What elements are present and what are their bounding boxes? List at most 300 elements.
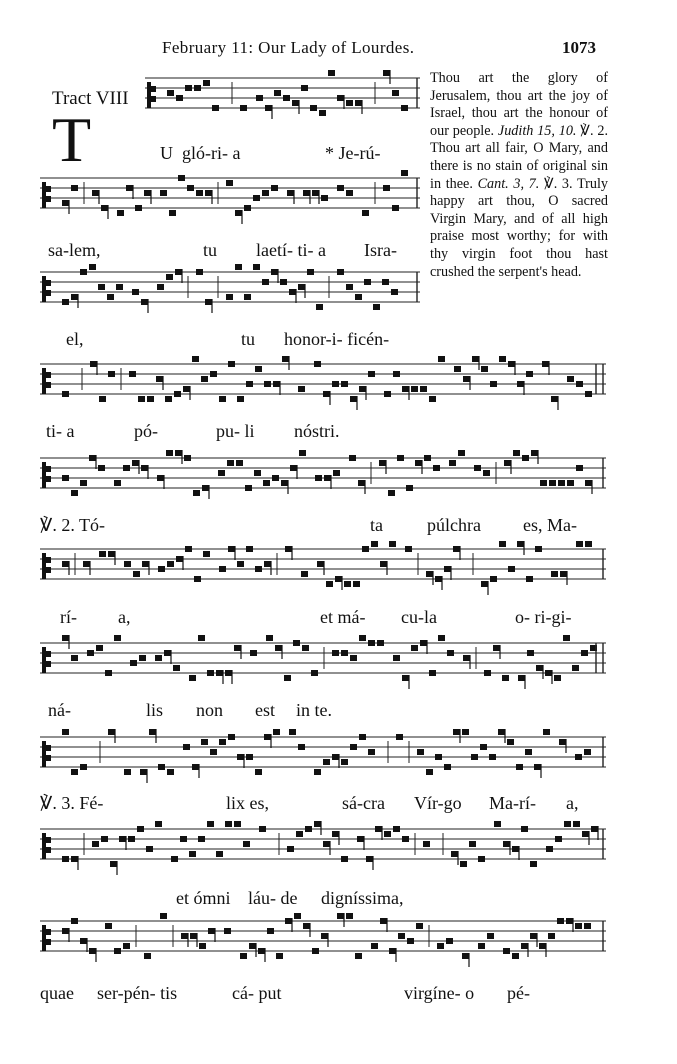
neume — [534, 764, 541, 770]
neume — [346, 284, 353, 290]
neume — [584, 923, 591, 929]
neume — [337, 269, 344, 275]
neume — [426, 769, 433, 775]
neume — [71, 856, 78, 862]
neume — [110, 861, 117, 867]
neume — [80, 938, 87, 944]
neume — [344, 581, 351, 587]
neume — [289, 289, 296, 295]
neume — [224, 928, 231, 934]
neume — [383, 185, 390, 191]
neume — [424, 455, 431, 461]
neume — [258, 948, 265, 954]
neume — [314, 361, 321, 367]
neume — [458, 450, 465, 456]
neume — [138, 396, 145, 402]
neume — [423, 841, 430, 847]
neume — [160, 913, 167, 919]
neume — [319, 110, 326, 116]
neume — [216, 670, 223, 676]
neume — [98, 465, 105, 471]
neume — [282, 356, 289, 362]
lyric-syllable: rí- — [60, 607, 77, 627]
clef-mark — [46, 196, 51, 202]
neume — [207, 670, 214, 676]
neume — [167, 769, 174, 775]
neume — [208, 928, 215, 934]
neume — [581, 650, 588, 656]
neume — [219, 566, 226, 572]
neume — [298, 386, 305, 392]
neume — [240, 105, 247, 111]
neume — [402, 386, 409, 392]
clef-mark — [46, 745, 51, 751]
neume — [181, 933, 188, 939]
clef-mark — [46, 372, 51, 378]
lyric-syllable: pu- li — [216, 421, 255, 441]
neume — [310, 105, 317, 111]
neume — [494, 821, 501, 827]
translation-verse-3: ℣. 3. Truly happy art thou, O sacred Virgin Mary, and of all high praise most worthy; for with thy virgin foot thou hast crushed the serpent's head. — [430, 175, 608, 280]
neume — [526, 576, 533, 582]
neume — [165, 396, 172, 402]
neume — [572, 665, 579, 671]
neume — [96, 645, 103, 651]
lyric-syllable: sa-lem, — [48, 240, 101, 260]
neume — [512, 846, 519, 852]
neume — [62, 391, 69, 397]
neume — [396, 734, 403, 740]
neume — [503, 841, 510, 847]
neume — [124, 769, 131, 775]
lyric-syllable: lis — [146, 700, 164, 720]
neume — [255, 566, 262, 572]
neume — [298, 284, 305, 290]
neume — [210, 749, 217, 755]
lyric-syllable: in te. — [296, 700, 332, 720]
neume — [323, 391, 330, 397]
neume — [451, 851, 458, 857]
neume — [358, 480, 365, 486]
neume — [335, 576, 342, 582]
neume — [435, 754, 442, 760]
neume — [384, 391, 391, 397]
lyric-syllable: et ómni — [176, 888, 231, 908]
neume — [429, 396, 436, 402]
neume — [142, 561, 149, 567]
neume — [219, 739, 226, 745]
neume — [326, 581, 333, 587]
neume — [108, 551, 115, 557]
neume — [380, 561, 387, 567]
neume — [333, 470, 340, 476]
neume — [183, 744, 190, 750]
neume — [228, 361, 235, 367]
neume — [296, 831, 303, 837]
neume — [259, 826, 266, 832]
neume — [266, 635, 273, 641]
clef-mark — [46, 939, 51, 945]
lyric-syllable: laetí- ti- a — [256, 240, 326, 260]
neume — [584, 749, 591, 755]
neume — [517, 541, 524, 547]
neume — [545, 670, 552, 676]
neume — [196, 190, 203, 196]
neume — [62, 635, 69, 641]
neume — [228, 546, 235, 552]
neume — [426, 571, 433, 577]
neume — [576, 381, 583, 387]
neume — [105, 670, 112, 676]
neume — [123, 943, 130, 949]
neume — [481, 366, 488, 372]
clef-mark — [46, 661, 51, 667]
neume — [346, 190, 353, 196]
neume — [401, 170, 408, 176]
neume — [285, 918, 292, 924]
neume — [341, 759, 348, 765]
neume — [346, 913, 353, 919]
lyric-syllable: púlchra — [427, 515, 481, 535]
neume — [155, 821, 162, 827]
clef-mark — [46, 847, 51, 853]
neume — [406, 485, 413, 491]
neume — [272, 475, 279, 481]
neume — [236, 460, 243, 466]
clef-mark — [151, 96, 156, 102]
neume — [264, 381, 271, 387]
lyric-syllable: digníssima, — [321, 888, 404, 908]
lyric-syllable: pé- — [507, 983, 530, 1003]
clef-mark — [151, 86, 156, 92]
page-number: 1073 — [562, 38, 596, 57]
neume — [312, 948, 319, 954]
neume — [235, 210, 242, 216]
neume — [293, 640, 300, 646]
clef-mark — [42, 276, 46, 302]
clef-mark — [46, 929, 51, 935]
neume — [478, 943, 485, 949]
neume — [240, 953, 247, 959]
neume — [219, 396, 226, 402]
neume — [105, 923, 112, 929]
neume — [429, 670, 436, 676]
neume — [157, 475, 164, 481]
neume — [243, 841, 250, 847]
neume — [140, 769, 147, 775]
lyric-syllable: lix es, — [226, 793, 269, 813]
neume — [585, 480, 592, 486]
neume — [114, 635, 121, 641]
neume — [289, 729, 296, 735]
lyric-syllable: Isra- — [364, 240, 397, 260]
lyric-syllable: es, Ma- — [523, 515, 577, 535]
clef-mark — [46, 382, 51, 388]
lyric-syllable: Ma-rí- — [489, 793, 536, 813]
neume — [226, 294, 233, 300]
neume — [108, 729, 115, 735]
neume — [226, 180, 233, 186]
clef-mark — [46, 290, 51, 296]
neume — [227, 460, 234, 466]
clef-mark — [46, 567, 51, 573]
neume — [357, 836, 364, 842]
neume — [405, 546, 412, 552]
neume — [180, 836, 187, 842]
neume — [379, 460, 386, 466]
neume — [87, 650, 94, 656]
neume — [546, 846, 553, 852]
neume — [435, 576, 442, 582]
neume — [512, 953, 519, 959]
lyric-syllable: sá-cra — [342, 793, 385, 813]
neume — [175, 269, 182, 275]
neume — [253, 195, 260, 201]
neume — [567, 376, 574, 382]
neume — [389, 541, 396, 547]
lyric-syllable: láu- de — [248, 888, 298, 908]
neume — [225, 670, 232, 676]
neume — [454, 366, 461, 372]
clef-mark — [42, 925, 46, 951]
neume — [377, 640, 384, 646]
neume — [341, 650, 348, 656]
neume — [117, 210, 124, 216]
neume — [323, 841, 330, 847]
neume — [173, 665, 180, 671]
neume — [254, 470, 261, 476]
lyric-syllable: gló-ri- a — [182, 143, 241, 163]
neume — [147, 396, 154, 402]
neume — [392, 90, 399, 96]
neume — [332, 381, 339, 387]
neume — [551, 396, 558, 402]
initial-letter: T — [52, 104, 92, 175]
lyric-syllable: cá- put — [232, 983, 282, 1003]
neume — [83, 561, 90, 567]
neume — [548, 933, 555, 939]
neume — [446, 938, 453, 944]
neume — [284, 675, 291, 681]
lyric-syllable: est — [255, 700, 275, 720]
neume — [123, 465, 130, 471]
neume — [493, 645, 500, 651]
lyric-syllable: o- ri-gi- — [515, 607, 572, 627]
clef-mark — [46, 651, 51, 657]
lyric-syllable: tu — [203, 240, 218, 260]
neume — [463, 376, 470, 382]
neume — [362, 546, 369, 552]
neume — [411, 645, 418, 651]
neume — [169, 210, 176, 216]
page-title: February 11: Our Lady of Lourdes. — [162, 38, 415, 57]
neume — [392, 205, 399, 211]
neume — [218, 470, 225, 476]
neume — [355, 294, 362, 300]
neume — [99, 551, 106, 557]
neume — [471, 754, 478, 760]
neume — [576, 465, 583, 471]
neume — [126, 185, 133, 191]
lyric-syllable: U — [160, 143, 173, 163]
neume — [71, 918, 78, 924]
neume — [210, 371, 217, 377]
neume — [237, 754, 244, 760]
neume — [137, 826, 144, 832]
neume — [160, 190, 167, 196]
lyric-syllable: tu — [241, 329, 256, 349]
neume — [346, 100, 353, 106]
neume — [158, 566, 165, 572]
neume — [249, 943, 256, 949]
neume — [101, 205, 108, 211]
neume — [371, 541, 378, 547]
neume — [349, 455, 356, 461]
lyric-syllable: ℣. 3. Fé- — [40, 793, 104, 813]
neume — [508, 361, 515, 367]
neume — [444, 764, 451, 770]
neume — [332, 831, 339, 837]
neume — [321, 195, 328, 201]
neume — [567, 480, 574, 486]
clef-mark — [42, 833, 46, 859]
neume — [407, 938, 414, 944]
neume — [299, 450, 306, 456]
neume — [316, 304, 323, 310]
neume — [273, 729, 280, 735]
neume — [183, 386, 190, 392]
neume — [114, 948, 121, 954]
neume — [540, 480, 547, 486]
neume — [453, 729, 460, 735]
neume — [388, 490, 395, 496]
neume — [62, 200, 69, 206]
neume — [119, 836, 126, 842]
neume — [375, 826, 382, 832]
english-translation — [430, 70, 608, 281]
neume — [244, 205, 251, 211]
neume — [397, 455, 404, 461]
lyric-syllable: virgíne- o — [404, 983, 475, 1003]
neume — [255, 769, 262, 775]
clef-mark — [42, 553, 46, 579]
neume — [341, 856, 348, 862]
neume — [189, 851, 196, 857]
neume — [234, 645, 241, 651]
neume — [472, 356, 479, 362]
lyric-syllable: ná- — [48, 700, 71, 720]
neume — [212, 105, 219, 111]
neume — [530, 933, 537, 939]
neume — [433, 465, 440, 471]
neume — [90, 361, 97, 367]
neume — [107, 294, 114, 300]
neume — [393, 826, 400, 832]
neume — [487, 933, 494, 939]
neume — [62, 561, 69, 567]
neume — [255, 366, 262, 372]
neume — [411, 386, 418, 392]
neume — [573, 821, 580, 827]
neume — [166, 450, 173, 456]
neume — [536, 665, 543, 671]
neume — [71, 655, 78, 661]
clef-mark — [46, 755, 51, 761]
translation-intro: Thou art the glory of Jerusalem, thou art the joy of Israel, thou art the honour of our people. — [430, 70, 608, 139]
neume — [144, 953, 151, 959]
neume — [371, 943, 378, 949]
neume — [402, 836, 409, 842]
neume — [175, 450, 182, 456]
neume — [244, 294, 251, 300]
neume — [62, 928, 69, 934]
neume — [281, 480, 288, 486]
neume — [62, 475, 69, 481]
clef-mark — [42, 368, 46, 394]
neume — [149, 729, 156, 735]
neume — [203, 80, 210, 86]
neume — [393, 655, 400, 661]
neume — [517, 381, 524, 387]
neume — [323, 759, 330, 765]
neume — [193, 490, 200, 496]
neume — [187, 185, 194, 191]
clef-mark — [46, 186, 51, 192]
clef-mark — [46, 837, 51, 843]
neume — [290, 465, 297, 471]
lyric-syllable: el, — [66, 329, 84, 349]
neume — [178, 175, 185, 181]
neume — [560, 571, 567, 577]
neume — [321, 933, 328, 939]
neume — [438, 356, 445, 362]
neume — [353, 581, 360, 587]
neume — [559, 739, 566, 745]
neume — [114, 480, 121, 486]
neume — [92, 190, 99, 196]
neume — [526, 371, 533, 377]
neume — [328, 70, 335, 76]
neume — [124, 561, 131, 567]
neume — [116, 284, 123, 290]
neume — [89, 455, 96, 461]
clef-mark — [42, 741, 46, 767]
neume — [499, 541, 506, 547]
neume — [273, 381, 280, 387]
neume — [71, 769, 78, 775]
neume — [237, 561, 244, 567]
neume — [366, 856, 373, 862]
neume — [166, 274, 173, 280]
neume — [539, 943, 546, 949]
neume — [447, 650, 454, 656]
neume — [99, 396, 106, 402]
neume — [141, 465, 148, 471]
neume — [237, 396, 244, 402]
neume — [490, 576, 497, 582]
neume — [499, 356, 506, 362]
lyric-syllable: et má- — [320, 607, 366, 627]
neume — [549, 480, 556, 486]
neume — [469, 841, 476, 847]
citation-judith: Judith 15, 10. — [497, 122, 577, 139]
neume — [359, 635, 366, 641]
neume — [585, 391, 592, 397]
neume — [462, 729, 469, 735]
neume — [402, 675, 409, 681]
neume — [481, 581, 488, 587]
neume — [129, 371, 136, 377]
